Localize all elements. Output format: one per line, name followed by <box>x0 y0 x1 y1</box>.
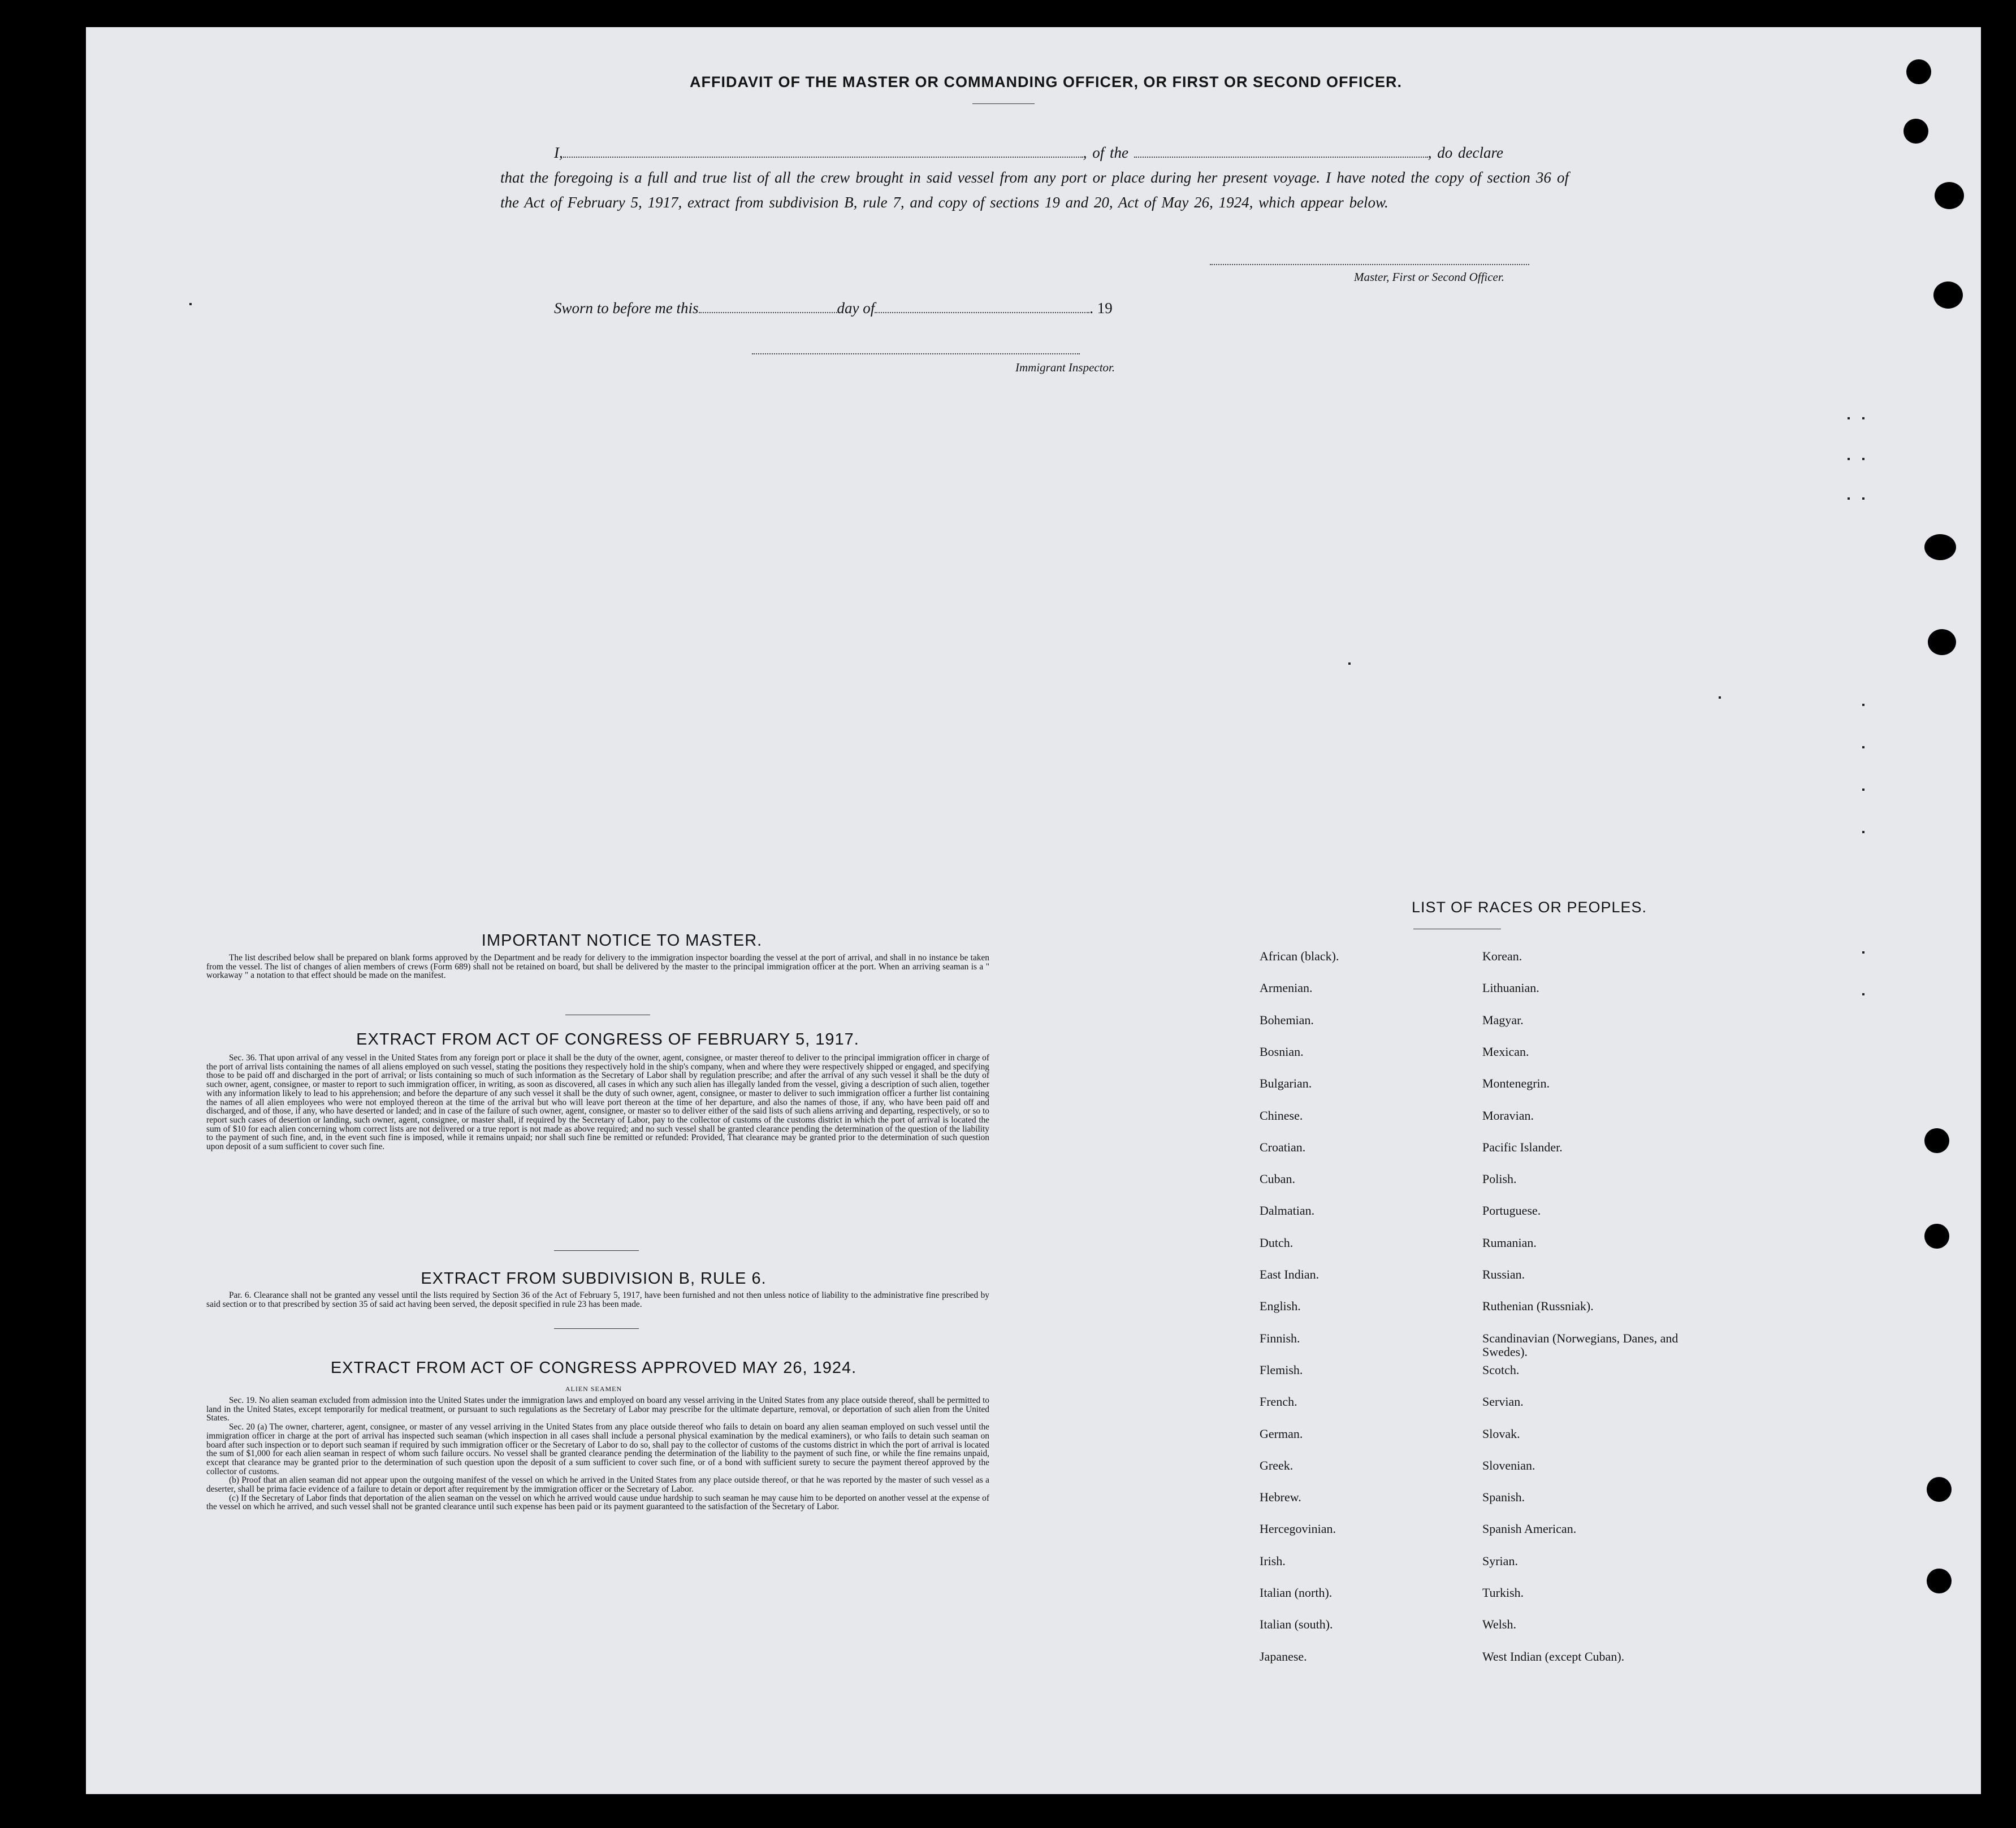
sec-19-paragraph: Sec. 19. No alien seaman excluded from admission into the United States under the immigration laws and employed on board any vessel arriving in the United States from any place outside thereof, shall be permitted to land in the United States, except temporarily for medical treatment, or pursuant to such regulations as the Secretary of Labor may prescribe for the ultimate departure, removal, or deportation of such alien from the United States. <box>206 1396 989 1423</box>
race-item: Lithuanian. <box>1482 981 1539 995</box>
declaration-i: I, <box>554 144 563 161</box>
race-item: Welsh. <box>1482 1617 1516 1632</box>
margin-tick <box>1862 831 1864 833</box>
declaration-do-declare: , do declare <box>1427 144 1503 161</box>
punch-hole <box>1928 629 1956 655</box>
margin-tick <box>1719 696 1721 699</box>
race-item: Russian. <box>1482 1267 1525 1281</box>
race-item: Portuguese. <box>1482 1203 1541 1218</box>
sec-20b-paragraph: (b) Proof that an alien seaman did not appear upon the outgoing manifest of the vessel on which he arrived in the United States from any place outside thereof, or that he was reported by the master of such vessel as a deserter, shall be prima facie evidence of a failure to detain or deport after requirement by the immigration officer or the Secretary of Labor. <box>206 1475 989 1495</box>
margin-tick <box>1862 951 1864 954</box>
section-36-paragraph: Sec. 36. That upon arrival of any vessel in the United States from any foreign port or place it shall be the duty of the owner, agent, consignee, or master thereof to deliver to the principal immigration officer in charge of the port of arrival lists containing the names of all aliens employed on such vessel, stating the positions they respectively hold in the ship's company, when and where they were respectively shipped or engaged, and specifying those to be paid off and discharged in the port of arrival; or lists containing so much of such information as the Secretary of Labor shall by regulation prescribe; and after the arrival of any such vessel it shall be the duty of such owner, agent, consignee, or master to report to such immigration officer, in writing, as soon as discovered, all cases in which any such alien has illegally landed from the vessel, giving a description of such alien, together with any information likely to lead to his apprehension; and before the departure of any such vessel it shall be the duty of such owner, agent, consignee, or master to deliver to such immigration officer a further list containing the names of all alien employees who were not employed thereon at the time of the arrival but who will leave port thereon at the time of her departure, and also the names of those, if any, who have been paid off and discharged, and of those, if any, who have deserted or landed; and in case of the failure of such owner, agent, consignee, or master so to deliver either of the said lists of such aliens arriving and departing, respectively, or so to report such cases of desertion or landing, such owner, agent, consignee, or master shall, if required by the Secretary of Labor, pay to the collector of customs of the customs district in which the port of arrival is located the sum of $10 for each alien concerning whom correct lists are not delivered or a true report is not made as above required; and no such vessel shall be granted clearance pending the determination of the question of the liability to the payment of such fine, and, in the event such fine is imposed, while it remains unpaid; nor shall such fine be remitted or refunded: Provided, That clearance may be granted prior to the determination of such question upon deposit of a sum sufficient to cover such fine. <box>206 1053 989 1152</box>
race-item: Chinese. <box>1260 1108 1303 1123</box>
race-item: Servian. <box>1482 1394 1524 1409</box>
extract-rule6-text <box>206 1291 989 1309</box>
punch-hole <box>1924 1224 1949 1249</box>
race-item: Cuban. <box>1260 1172 1295 1186</box>
race-item: Flemish. <box>1260 1362 1303 1377</box>
extract-rule6-title: EXTRACT FROM SUBDIVISION B, RULE 6. <box>421 1270 767 1288</box>
sec-20a-paragraph: Sec. 20 (a) The owner, charterer, agent, consignee, or master of any vessel arriving in the United States from any place outside thereof who fails to detain on board any alien seaman employed on such vessel until the immigration officer in charge at the port of arrival has inspected such seaman (which inspection in all cases shall include a personal physical examination by the medical examiners), or who fails to detain such seaman on board after such inspection or to deport such seaman if required by such immigration officer or the Secretary of Labor to do so, shall pay to the collector of customs of the customs district in which the port of arrival is located the sum of $1,000 for each alien seaman in respect of whom such failure occurs. No vessel shall be granted clearance pending the determination of the liability to the payment of such fine, or while the fine remains unpaid, except that clearance may be granted prior to the determination of such question upon the deposit of a sum sufficient to cover such fine, or of a bond with sufficient surety to secure the payment thereof approved by the collector of customs. <box>206 1422 989 1476</box>
margin-tick <box>1862 789 1864 791</box>
race-item: Japanese. <box>1260 1649 1307 1664</box>
day-of-label: day of <box>837 300 875 317</box>
section-divider <box>554 1250 639 1251</box>
affidavit-title: AFFIDAVIT OF THE MASTER OR COMMANDING OFFICER, OR FIRST OR SECOND OFFICER. <box>690 73 1402 90</box>
race-item: French. <box>1260 1394 1297 1409</box>
inspector-signature-line[interactable] <box>752 353 1080 354</box>
race-item: Slovenian. <box>1482 1458 1535 1472</box>
vessel-blank[interactable] <box>1134 153 1428 158</box>
par-6-paragraph: Par. 6. Clearance shall not be granted any vessel until the lists required by Section 36 of the Act of February 5, 1917, have been furnished and not then unless notice of liability to the administrative fine prescribed by said section or to that prescribed by section 35 of said act having been served, the deposit specified in rule 23 has been made. <box>206 1290 989 1309</box>
race-item: English. <box>1260 1299 1301 1314</box>
race-item: Greek. <box>1260 1458 1293 1472</box>
name-blank[interactable] <box>563 153 1083 158</box>
punch-hole <box>1924 1128 1949 1153</box>
margin-tick <box>1862 704 1864 706</box>
race-item: Rumanian. <box>1482 1235 1537 1250</box>
margin-tick <box>1348 662 1351 665</box>
race-item: Irish. <box>1260 1553 1286 1568</box>
margin-tick <box>1862 458 1864 460</box>
punch-hole <box>1935 182 1964 209</box>
race-item: Scandinavian (Norwegians, Danes, and Swedes). <box>1482 1331 1678 1359</box>
margin-tick <box>1862 497 1864 500</box>
punch-hole <box>1924 534 1956 560</box>
race-item: Hercegovinian. <box>1260 1522 1336 1536</box>
margin-tick <box>1862 993 1864 995</box>
race-item: Korean. <box>1482 949 1522 963</box>
race-item: Polish. <box>1482 1172 1517 1186</box>
extract-1924-title: EXTRACT FROM ACT OF CONGRESS APPROVED MAY 26, 1924. <box>330 1359 857 1377</box>
race-item: Magyar. <box>1482 1012 1524 1027</box>
extract-1924-text <box>206 1396 989 1511</box>
sworn-month-blank[interactable] <box>875 309 1089 313</box>
race-item: Moravian. <box>1482 1108 1534 1123</box>
race-item: Croatian. <box>1260 1140 1306 1154</box>
punch-hole <box>1933 281 1963 309</box>
declaration-text: that the foregoing is a full and true list of all the crew brought in said vessel from any port or place during her present voyage. I have noted the copy of section 36 of the Act of February 5, 1917, extract from subdivision B, rule 7, and copy of sections 19 and 20, Act of May 26, 1924, which appear below. <box>500 169 1569 211</box>
affidavit-declaration <box>500 140 1569 215</box>
race-item: West Indian (except Cuban). <box>1482 1649 1625 1664</box>
sworn-label: Sworn to before me this <box>554 300 699 317</box>
races-title: LIST OF RACES OR PEOPLES. <box>1411 899 1647 916</box>
punch-hole <box>1927 1569 1952 1593</box>
notice-title: IMPORTANT NOTICE TO MASTER. <box>481 932 763 950</box>
margin-tick <box>1848 417 1850 419</box>
alien-seamen-subhead: ALIEN SEAMEN <box>565 1385 622 1393</box>
margin-tick <box>1848 497 1850 500</box>
race-item: Finnish. <box>1260 1331 1300 1345</box>
race-item: Bulgarian. <box>1260 1076 1312 1091</box>
section-divider <box>554 1328 639 1329</box>
race-item: Bosnian. <box>1260 1044 1304 1059</box>
master-signature-caption: Master, First or Second Officer. <box>1354 270 1504 284</box>
race-item: Spanish. <box>1482 1490 1525 1505</box>
race-item: Scotch. <box>1482 1362 1520 1377</box>
master-signature-line[interactable] <box>1210 264 1529 265</box>
inspector-caption: Immigrant Inspector. <box>1015 361 1115 374</box>
declaration-first-line <box>500 140 1569 165</box>
punch-hole <box>1906 59 1931 84</box>
race-item: Turkish. <box>1482 1586 1524 1600</box>
race-item: Dutch. <box>1260 1235 1293 1250</box>
race-item: Slovak. <box>1482 1426 1520 1441</box>
margin-tick <box>1862 417 1864 419</box>
race-item: Dalmatian. <box>1260 1203 1315 1218</box>
margin-tick <box>189 303 192 305</box>
race-item: Italian (north). <box>1260 1586 1333 1600</box>
declaration-of-the: , of the <box>1083 144 1128 161</box>
margin-tick <box>1862 746 1864 748</box>
extract-1917-title: EXTRACT FROM ACT OF CONGRESS OF FEBRUARY 5, 1917. <box>356 1030 859 1049</box>
sworn-day-blank[interactable] <box>699 309 837 313</box>
sec-20c-paragraph: (c) If the Secretary of Labor finds that deportation of the alien seaman on the vessel on which he arrived would cause undue hardship to such seaman he may cause him to be deported on another vessel at the expense of the vessel on which he arrived, and such vessel shall not be granted clearance until such expense has been paid or its payment guaranteed to the satisfaction of the Secretary of Labor. <box>206 1493 989 1512</box>
race-item: Montenegrin. <box>1482 1076 1550 1091</box>
race-item: African (black). <box>1260 949 1339 963</box>
extract-1917-text <box>206 1054 989 1151</box>
punch-hole <box>1903 119 1928 144</box>
notice-paragraph: The list described below shall be prepared on blank forms approved by the Department and be ready for delivery to the immigration inspector boarding the vessel at the port of arrival, and shall in no instance be taken from the vessel. The list of changes of alien members of crews (Form 689) shall not be retained on board, but shall be delivered by the master to the principal immigration officer at the port. When an arriving seaman is a " workaway " a notation to that effect should be made on the manifest. <box>206 953 989 981</box>
race-item: East Indian. <box>1260 1267 1320 1281</box>
race-item: German. <box>1260 1426 1303 1441</box>
race-item: Armenian. <box>1260 981 1313 995</box>
year-label: . 19 <box>1089 300 1113 317</box>
race-item: Hebrew. <box>1260 1490 1301 1505</box>
race-item: Ruthenian (Russniak). <box>1482 1299 1594 1314</box>
notice-text <box>206 954 989 980</box>
race-item: Syrian. <box>1482 1553 1518 1568</box>
punch-hole <box>1927 1477 1952 1502</box>
margin-tick <box>1848 458 1850 460</box>
title-underline <box>972 103 1035 104</box>
race-item: Pacific Islander. <box>1482 1140 1563 1154</box>
race-item: Bohemian. <box>1260 1012 1314 1027</box>
race-item: Spanish American. <box>1482 1522 1577 1536</box>
race-item: Mexican. <box>1482 1044 1529 1059</box>
sworn-statement <box>554 300 1113 317</box>
race-item: Italian (south). <box>1260 1617 1333 1632</box>
